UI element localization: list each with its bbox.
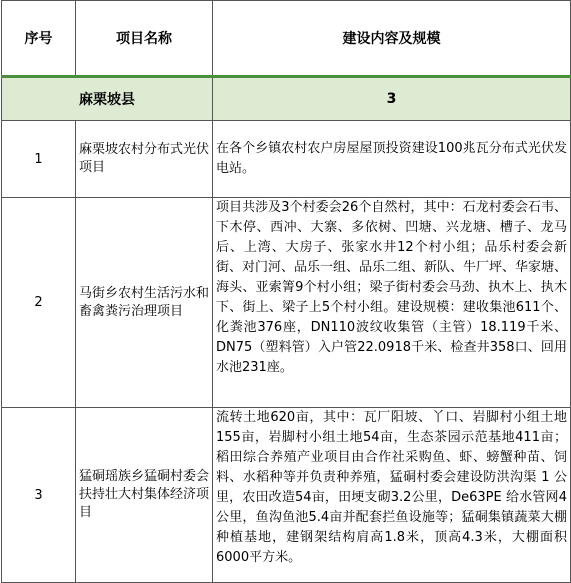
row-project-name: 马街乡农村生活污水和畜禽粪污治理项目 [76, 198, 213, 408]
row-content: 项目共涉及3个村委会26个自然村，其中：石龙村委会石韦、下木停、西冲、大寨、多依树、凹塘、兴龙塘、槽子、龙马后、上湾、大房子、张家水井12个村小组；品乐村委会新街、对门河、品乐一组、品乐二组、新队、牛厂坪、华家塘、海头、亚索箐9个村小组；梁子街村委会马劲、执木上、执木下、街上、梁子上5个村小组。建设规模：建收集池611个、化粪池376座，DN110波纹收集管（主管）18.119千米、DN75（塑料管）入户管22.0918千米、检查井358口、回用水池231座。 [213, 198, 571, 408]
project-table [1, 0, 571, 583]
row-index: 2 [2, 198, 76, 408]
header-content: 建设内容及规模 [213, 1, 571, 77]
table-row [2, 198, 571, 408]
header-index: 序号 [2, 1, 76, 77]
group-name: 麻栗坡县 [2, 77, 213, 121]
table-row [2, 408, 571, 583]
row-content: 流转土地620亩，其中：瓦厂阳坡、丫口、岩脚村小组土地155亩，岩脚村小组土地54亩，生态茶园示范基地411亩；稻田综合养殖产业项目由合作社采购鱼、虾、螃蟹种苗、饲料、水稻种等并负责种养殖，猛硐村委会建设防洪沟渠 1 公里，农田改造54亩，田埂支砌3.2公里，De63PE 给水管网4公里，鱼沟鱼池5.4亩并配套拦鱼设施等；猛硐集镇蔬菜大棚种植基地，建钢架结构肩高1.8米，顶高4.3米，大棚面积6000平方米。 [213, 408, 571, 583]
group-row [2, 77, 571, 121]
row-index: 1 [2, 121, 76, 198]
table-header-row [2, 1, 571, 77]
row-project-name: 猛硐瑶族乡猛硐村委会扶持壮大村集体经济项目 [76, 408, 213, 583]
row-index: 3 [2, 408, 76, 583]
group-count: 3 [213, 77, 571, 121]
table-row [2, 121, 571, 198]
header-project-name: 项目名称 [76, 1, 213, 77]
row-project-name: 麻栗坡农村分布式光伏项目 [76, 121, 213, 198]
row-content: 在各个乡镇农村农户房屋屋顶投资建设100兆瓦分布式光伏发电站。 [213, 121, 571, 198]
